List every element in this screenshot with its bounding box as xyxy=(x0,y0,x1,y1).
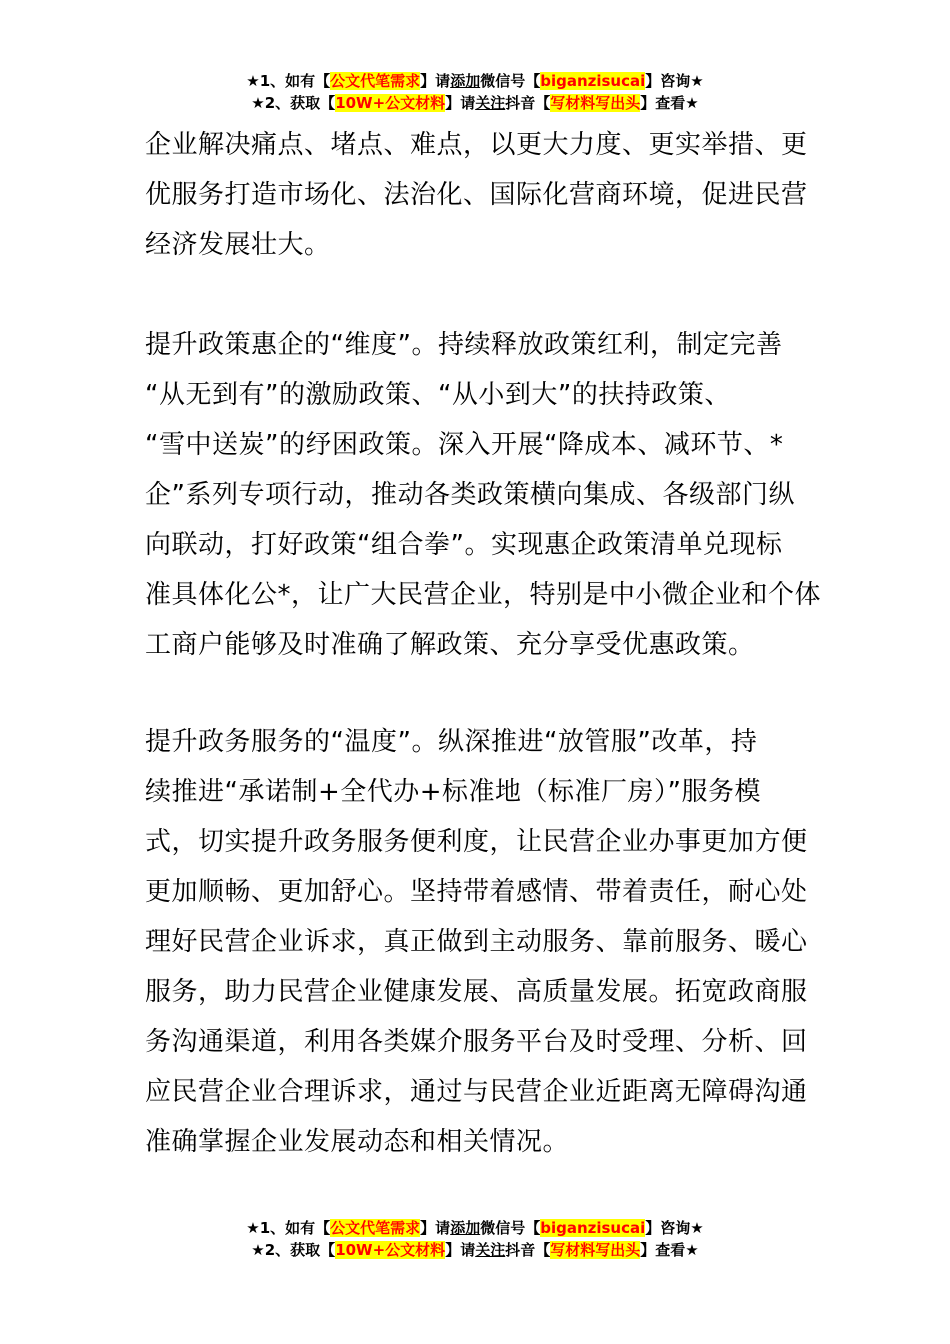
text-line: 工商户能够及时准确了解政策、充分享受优惠政策。 xyxy=(145,630,755,660)
text-line: “从无到有”的激励政策、“从小到大”的扶持政策、 xyxy=(145,380,731,410)
text-line: 更加顺畅、更加舒心。坚持带着感情、带着责任，耐心处 xyxy=(145,877,808,907)
promo-text: 抖音【 xyxy=(505,94,551,112)
paragraph-1 xyxy=(145,120,815,270)
footer-promo-banner xyxy=(0,1217,950,1261)
text-line: 务沟通渠道，利用各类媒介服务平台及时受理、分析、回 xyxy=(145,1027,808,1057)
promo-text: ★1、如有【 xyxy=(246,1219,331,1237)
promo-highlight-service: 公文代笔需求 xyxy=(330,1219,421,1237)
text-line: 准具体化公*，让广大民营企业，特别是中小微企业和个体 xyxy=(145,580,822,610)
text-line: 提升政策惠企的“维度”。持续释放政策红利，制定完善 xyxy=(145,330,783,360)
promo-text: 】请 xyxy=(445,94,476,112)
promo-text: 】请 xyxy=(420,1219,451,1237)
paragraph-2 xyxy=(145,320,822,670)
promo-text: ★2、获取【 xyxy=(251,1241,336,1259)
promo-text: ★1、如有【 xyxy=(246,72,331,90)
promo-text: 】请 xyxy=(445,1241,476,1259)
text-line: 应民营企业合理诉求，通过与民营企业近距离无障碍沟通 xyxy=(145,1077,808,1107)
promo-line-2 xyxy=(0,92,950,114)
text-line: 优服务打造市场化、法治化、国际化营商环境，促进民营 xyxy=(145,180,808,210)
header-promo-banner xyxy=(0,70,950,114)
promo-text: 】咨询★ xyxy=(645,1219,704,1237)
text-line: “雪中送炭”的纾困政策。深入开展“降成本、减环节、* xyxy=(145,430,784,460)
promo-underlined-text: 添加 xyxy=(450,1219,481,1237)
promo-highlight-douyin: 写材料写出头 xyxy=(550,1241,641,1259)
promo-text: 微信号【 xyxy=(480,72,541,90)
promo-text: 】查看★ xyxy=(640,94,699,112)
text-line: 企”系列专项行动，推动各类政策横向集成、各级部门纵 xyxy=(145,480,795,510)
promo-highlight-wechat-id: biganzisucai xyxy=(540,72,646,90)
text-line: 向联动，打好政策“组合拳”。实现惠企政策清单兑现标 xyxy=(145,530,783,560)
promo-line-2 xyxy=(0,1239,950,1261)
promo-highlight-service: 公文代笔需求 xyxy=(330,72,421,90)
paragraph-3 xyxy=(145,717,815,1167)
text-line: 准确掌握企业发展动态和相关情况。 xyxy=(145,1127,570,1157)
text-line: 提升政务服务的“温度”。纵深推进“放管服”改革，持 xyxy=(145,727,758,757)
promo-line-1 xyxy=(0,70,950,92)
text-line: 续推进“承诺制+全代办+标准地（标准厂房）”服务模 xyxy=(145,777,762,807)
promo-highlight-materials: 10W+公文材料 xyxy=(335,1241,446,1259)
promo-highlight-wechat-id: biganzisucai xyxy=(540,1219,646,1237)
text-line: 式，切实提升政务服务便利度，让民营企业办事更加方便 xyxy=(145,827,808,857)
promo-text: ★2、获取【 xyxy=(251,94,336,112)
promo-highlight-douyin: 写材料写出头 xyxy=(550,94,641,112)
promo-text: 抖音【 xyxy=(505,1241,551,1259)
promo-underlined-text: 添加 xyxy=(450,72,481,90)
text-line: 经济发展壮大。 xyxy=(145,230,331,260)
promo-text: 微信号【 xyxy=(480,1219,541,1237)
text-line: 理好民营企业诉求，真正做到主动服务、靠前服务、暖心 xyxy=(145,927,808,957)
text-line: 企业解决痛点、堵点、难点，以更大力度、更实举措、更 xyxy=(145,130,808,160)
promo-text: 】请 xyxy=(420,72,451,90)
promo-text: 】咨询★ xyxy=(645,72,704,90)
promo-highlight-materials: 10W+公文材料 xyxy=(335,94,446,112)
promo-line-1 xyxy=(0,1217,950,1239)
promo-underlined-text: 关注 xyxy=(475,94,506,112)
promo-text: 】查看★ xyxy=(640,1241,699,1259)
promo-underlined-text: 关注 xyxy=(475,1241,506,1259)
text-line: 服务，助力民营企业健康发展、高质量发展。拓宽政商服 xyxy=(145,977,808,1007)
